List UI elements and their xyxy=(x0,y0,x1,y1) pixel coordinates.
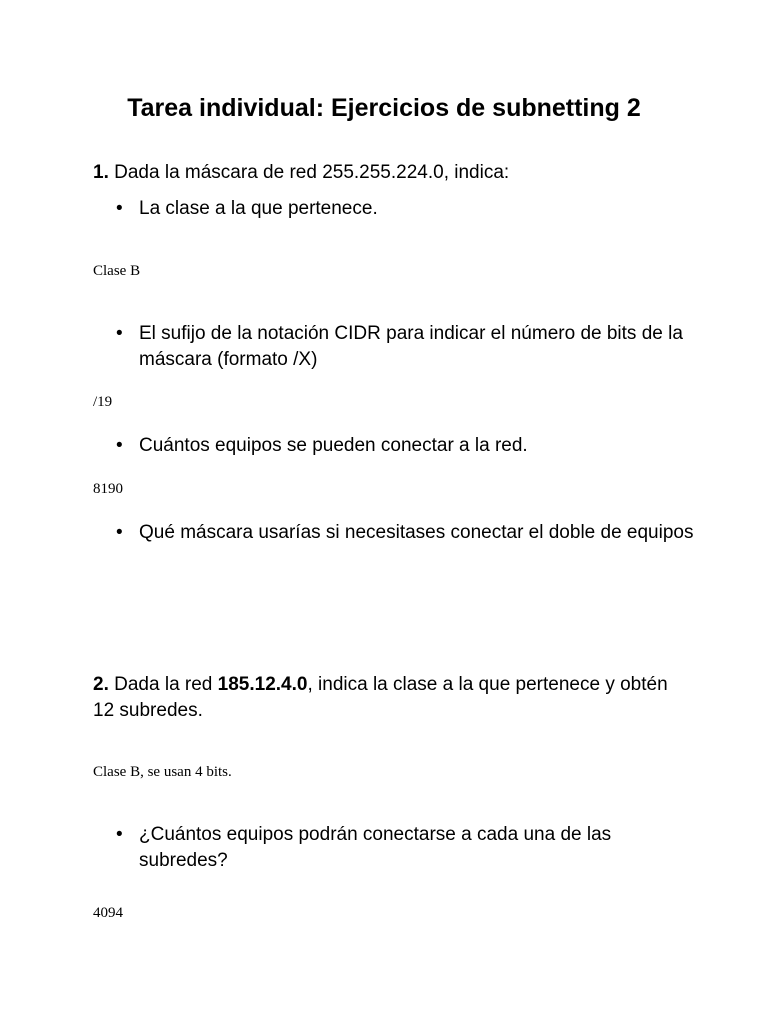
question-1-item-3-text: Cuántos equipos se pueden conectar a la red. xyxy=(139,435,528,456)
bullet-icon: • xyxy=(116,435,123,456)
question-2-number: 2. xyxy=(93,674,109,695)
question-2-item-1-text: ¿Cuántos equipos podrán conectarse a cada una de las subredes? xyxy=(139,824,612,871)
bullet-icon: • xyxy=(116,198,123,219)
bullet-icon: • xyxy=(116,824,123,845)
page-title: Tarea individual: Ejercicios de subnetting 2 xyxy=(127,94,641,122)
answer-1-3: 8190 xyxy=(93,481,123,497)
answer-1-1: Clase B xyxy=(93,263,141,279)
question-2-text-after: , indica la clase a la que pertenece y obtén 12 subredes. xyxy=(93,674,668,721)
question-2-text-before: Dada la red xyxy=(114,674,218,695)
answer-2-1: 4094 xyxy=(93,905,123,921)
question-1-text: Dada la máscara de red 255.255.224.0, indica: xyxy=(114,162,510,183)
answer-1-2: /19 xyxy=(93,394,113,410)
question-2 xyxy=(93,672,693,724)
bullet-icon: • xyxy=(116,522,123,543)
question-2-item-1 xyxy=(116,822,696,874)
question-1-item-3 xyxy=(116,433,696,459)
question-1-item-2 xyxy=(116,321,696,373)
question-1-number: 1. xyxy=(93,162,109,183)
answer-2: Clase B, se usan 4 bits. xyxy=(93,764,232,780)
question-2-network: 185.12.4.0 xyxy=(217,674,308,695)
question-1-item-4-text: Qué máscara usarías si necesitases conectar el doble de equipos xyxy=(139,522,694,543)
question-1 xyxy=(93,160,693,186)
question-1-item-4 xyxy=(116,520,696,546)
bullet-icon: • xyxy=(116,323,123,344)
question-1-item-1 xyxy=(116,196,696,222)
question-1-item-2-text: El sufijo de la notación CIDR para indicar el número de bits de la máscara (formato /X) xyxy=(139,323,683,370)
question-1-item-1-text: La clase a la que pertenece. xyxy=(139,198,378,219)
